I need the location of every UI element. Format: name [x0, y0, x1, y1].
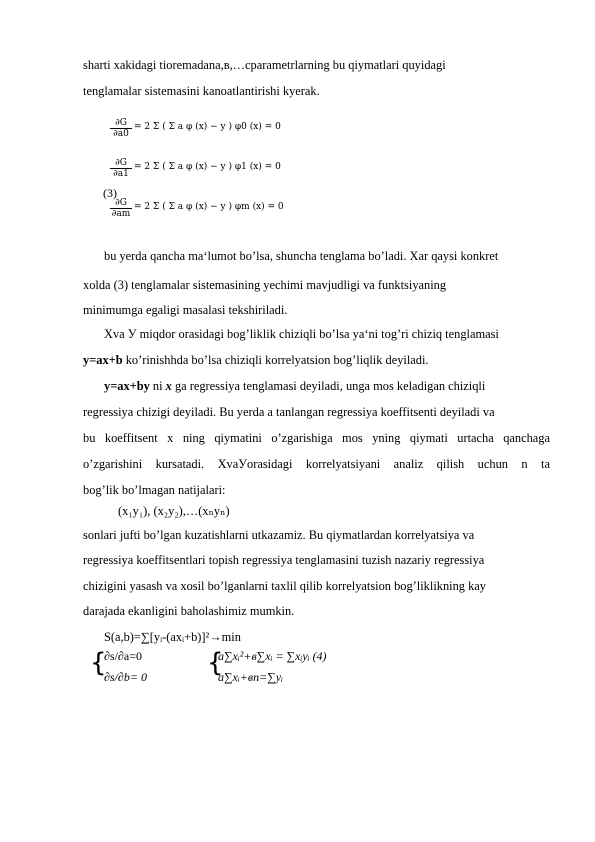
text-line: y=ax+b ko’rinishhda bo’lsa chiziqli korrelyatsion bog’liqlik deyiladi. [83, 353, 429, 367]
left-brace: { [90, 648, 107, 678]
system-right-eq: a∑xᵢ²+в∑xᵢ = ∑xᵢyᵢ (4) [218, 649, 327, 663]
text-line: Xva У miqdor orasidagi bog’liklik chiziqli bo’lsa ya‘ni tog’ri chiziq tenglamasi [104, 327, 499, 341]
right-brace: { [207, 648, 224, 678]
system-left-eq: ∂s/∂b= 0 [104, 670, 147, 684]
partial-fraction: $\frac{\partial G}{\partial a1}$ [110, 158, 132, 179]
text-line: y=ax+by ni x ga regressiya tenglamasi deyiladi, unga mos keladigan chiziqli [104, 379, 486, 393]
text-line: chizigini yasash va xosil bo’lganlarni taxlil qilib korrelyatsion bog’liklikning kay [83, 579, 486, 593]
linear-formula: y=ax+b [83, 353, 123, 367]
text-line: sharti xakidagi tioremadana,в,…cparametrlarning bu qiymatlari quyidagi [83, 58, 446, 72]
minimization-formula: S(a,b)=∑[yᵢ-(axᵢ+b)]²→min [104, 630, 241, 644]
equation-body: = 2 Σ ( Σ a φ (x) − y ) φ1 (x) = 0 [134, 162, 281, 172]
text-line: xolda (3) tenglamalar sistemasining yechimi mavjudligi va funktsiyaning [83, 278, 447, 292]
text-line: regressiya koeffitsentlari topish regressiya tenglamasini tuzish nazariy regressiya [83, 553, 485, 567]
equation-label: (3) [103, 186, 117, 200]
text-line: bu koeffitsent x ning qiymatini o’zgarishiga mos yning qiymati urtacha qanchaga [83, 431, 550, 445]
equation-body: = 2 Σ ( Σ a φ (x) − y ) φm (x) = 0 [134, 202, 284, 212]
partial-fraction: $\frac{\partial G}{\partial a0}$ [110, 118, 132, 139]
text-line: sonlari jufti bo’lgan kuzatishlarni utkazamiz. Bu qiymatlardan korrelyatsiya va [83, 528, 475, 542]
observation-pairs: (x₁y₁), (x₂y₂),…(xₙyₙ) [118, 504, 230, 518]
text-line: minimumga egaligi masalasi tekshiriladi. [83, 303, 288, 317]
system-right-eq: a∑xᵢ+вn=∑yᵢ [218, 670, 283, 684]
text-line: tenglamalar sistemasini kanoatlantirishi kyerak. [83, 84, 320, 98]
text-line: regressiya chizigi deyiladi. Bu yerda a tanlangan regressiya koeffitsenti deyiladi va [83, 405, 495, 419]
text-line: darajada ekanligini baholashimiz mumkin. [83, 604, 295, 618]
text-line: bu yerda qancha ma‘lumot bo’lsa, shuncha tenglama bo’ladi. Xar qaysi konkret [104, 249, 499, 263]
text-line: o’zgarishini kursatadi. XvaУorasidagi korrelyatsiyani analiz qilish uchun n ta [83, 457, 550, 471]
system-left-eq: ∂s/∂a=0 [104, 649, 142, 663]
regression-formula: y=ax+by [104, 379, 150, 393]
partial-fraction: $\frac{\partial G}{\partial am}$ [111, 198, 131, 219]
text-line: bog’lik bo’lmagan natijalari: [83, 483, 226, 497]
equation-body: = 2 Σ ( Σ a φ (x) − y ) φ0 (x) = 0 [134, 122, 281, 132]
